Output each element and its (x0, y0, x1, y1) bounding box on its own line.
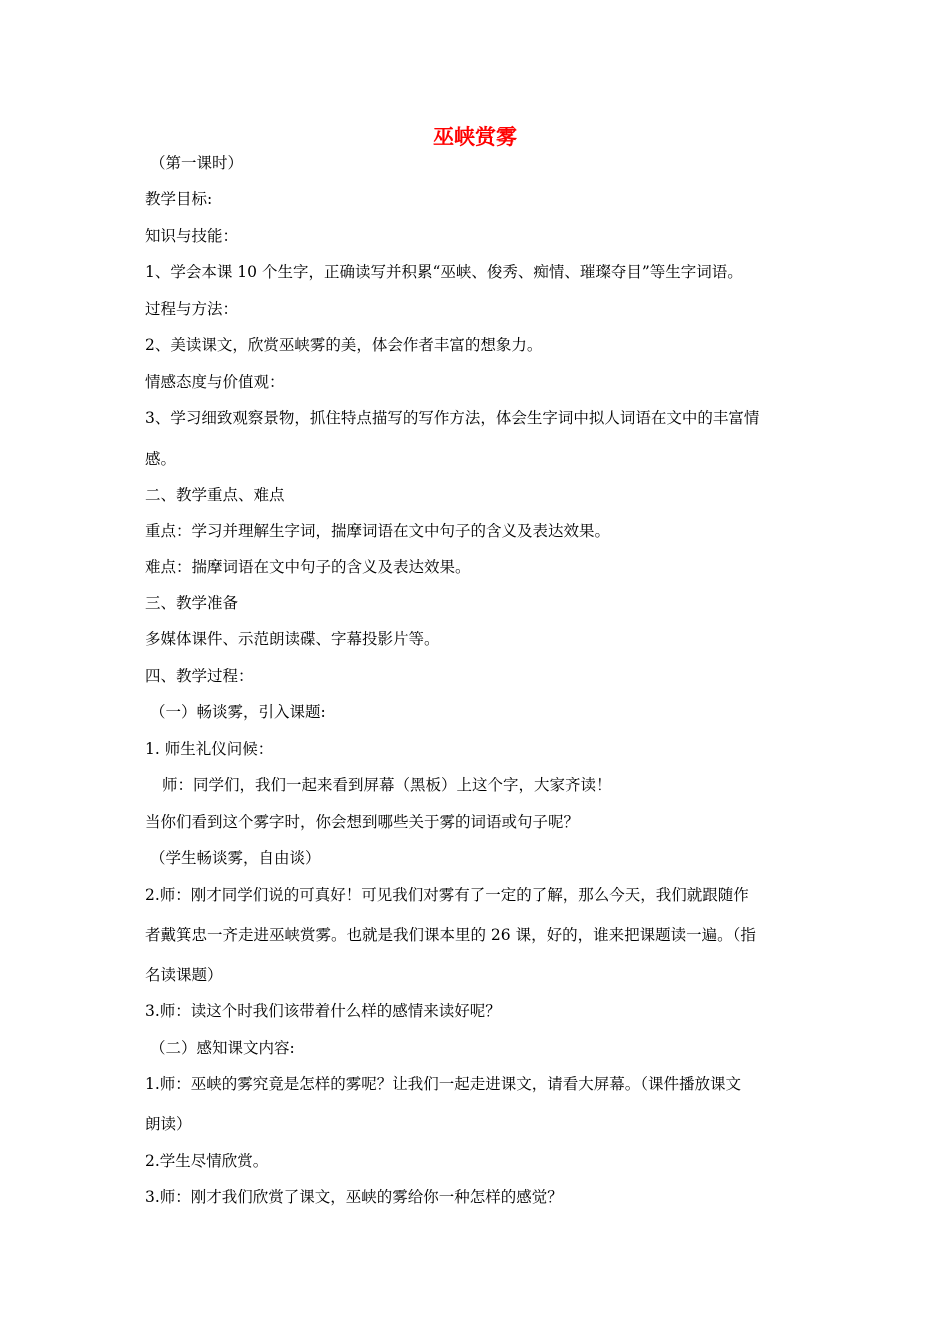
section-two-heading: （二）感知课文内容: (150, 1039, 295, 1057)
lesson-period: （第一课时） (150, 154, 244, 172)
step-2-line-2: 者戴箕忠一齐走进巫峡赏雾。也就是我们课本里的 26 课，好的，谁来把课题读一遍。（指 (145, 926, 756, 944)
section-two-step-1-line-2: 朗读） (145, 1115, 192, 1133)
step-2-line-3: 名读课题） (145, 966, 223, 984)
teaching-goals-heading: 教学目标: (145, 190, 213, 208)
step-3: 3.师：读这个时我们该带着什么样的感情来读好呢？ (145, 1002, 501, 1020)
section-one-heading: （一）畅谈雾，引入课题: (150, 703, 326, 721)
goal-1: 1、学会本课 10 个生字，正确读写并积累“巫峡、俊秀、痴情、璀璨夺目”等生字词语。 (145, 263, 743, 281)
preparation-heading: 三、教学准备 (145, 594, 239, 612)
key-difficult-heading: 二、教学重点、难点 (145, 486, 285, 504)
process-heading: 四、教学过程： (145, 667, 254, 685)
step-2-line-1: 2.师：刚才同学们说的可真好！可见我们对雾有了一定的了解，那么今天，我们就跟随作 (145, 886, 749, 904)
step-1: 1. 师生礼仪问候： (145, 740, 274, 758)
teacher-greeting: 师：同学们，我们一起来看到屏幕（黑板）上这个字，大家齐读！ (162, 776, 612, 794)
process-methods-heading: 过程与方法： (145, 300, 239, 318)
teacher-question: 当你们看到这个雾字时，你会想到哪些关于雾的词语或句子呢？ (145, 813, 580, 831)
goal-2: 2、美读课文，欣赏巫峡雾的美，体会作者丰富的想象力。 (145, 336, 543, 354)
goal-3-line-2: 感。 (145, 450, 177, 468)
difficult-point: 难点：揣摩词语在文中句子的含义及表达效果。 (145, 558, 471, 576)
document-title: 巫峡赏雾 (433, 124, 517, 149)
section-two-step-2: 2.学生尽情欣赏。 (145, 1152, 269, 1170)
knowledge-skills-heading: 知识与技能： (145, 227, 239, 245)
preparation-content: 多媒体课件、示范朗读碟、字幕投影片等。 (145, 630, 440, 648)
goal-3-line-1: 3、学习细致观察景物，抓住特点描写的写作方法，体会生字词中拟人词语在文中的丰富情 (145, 409, 760, 427)
section-two-step-1-line-1: 1.师：巫峡的雾究竟是怎样的雾呢？让我们一起走进课文，请看大屏幕。（课件播放课文 (145, 1075, 742, 1093)
emotion-values-heading: 情感态度与价值观： (145, 373, 285, 391)
key-point: 重点：学习并理解生字词，揣摩词语在文中句子的含义及表达效果。 (145, 522, 611, 540)
student-activity: （学生畅谈雾，自由谈） (150, 849, 321, 867)
section-two-step-3: 3.师：刚才我们欣赏了课文，巫峡的雾给你一种怎样的感觉？ (145, 1188, 563, 1206)
